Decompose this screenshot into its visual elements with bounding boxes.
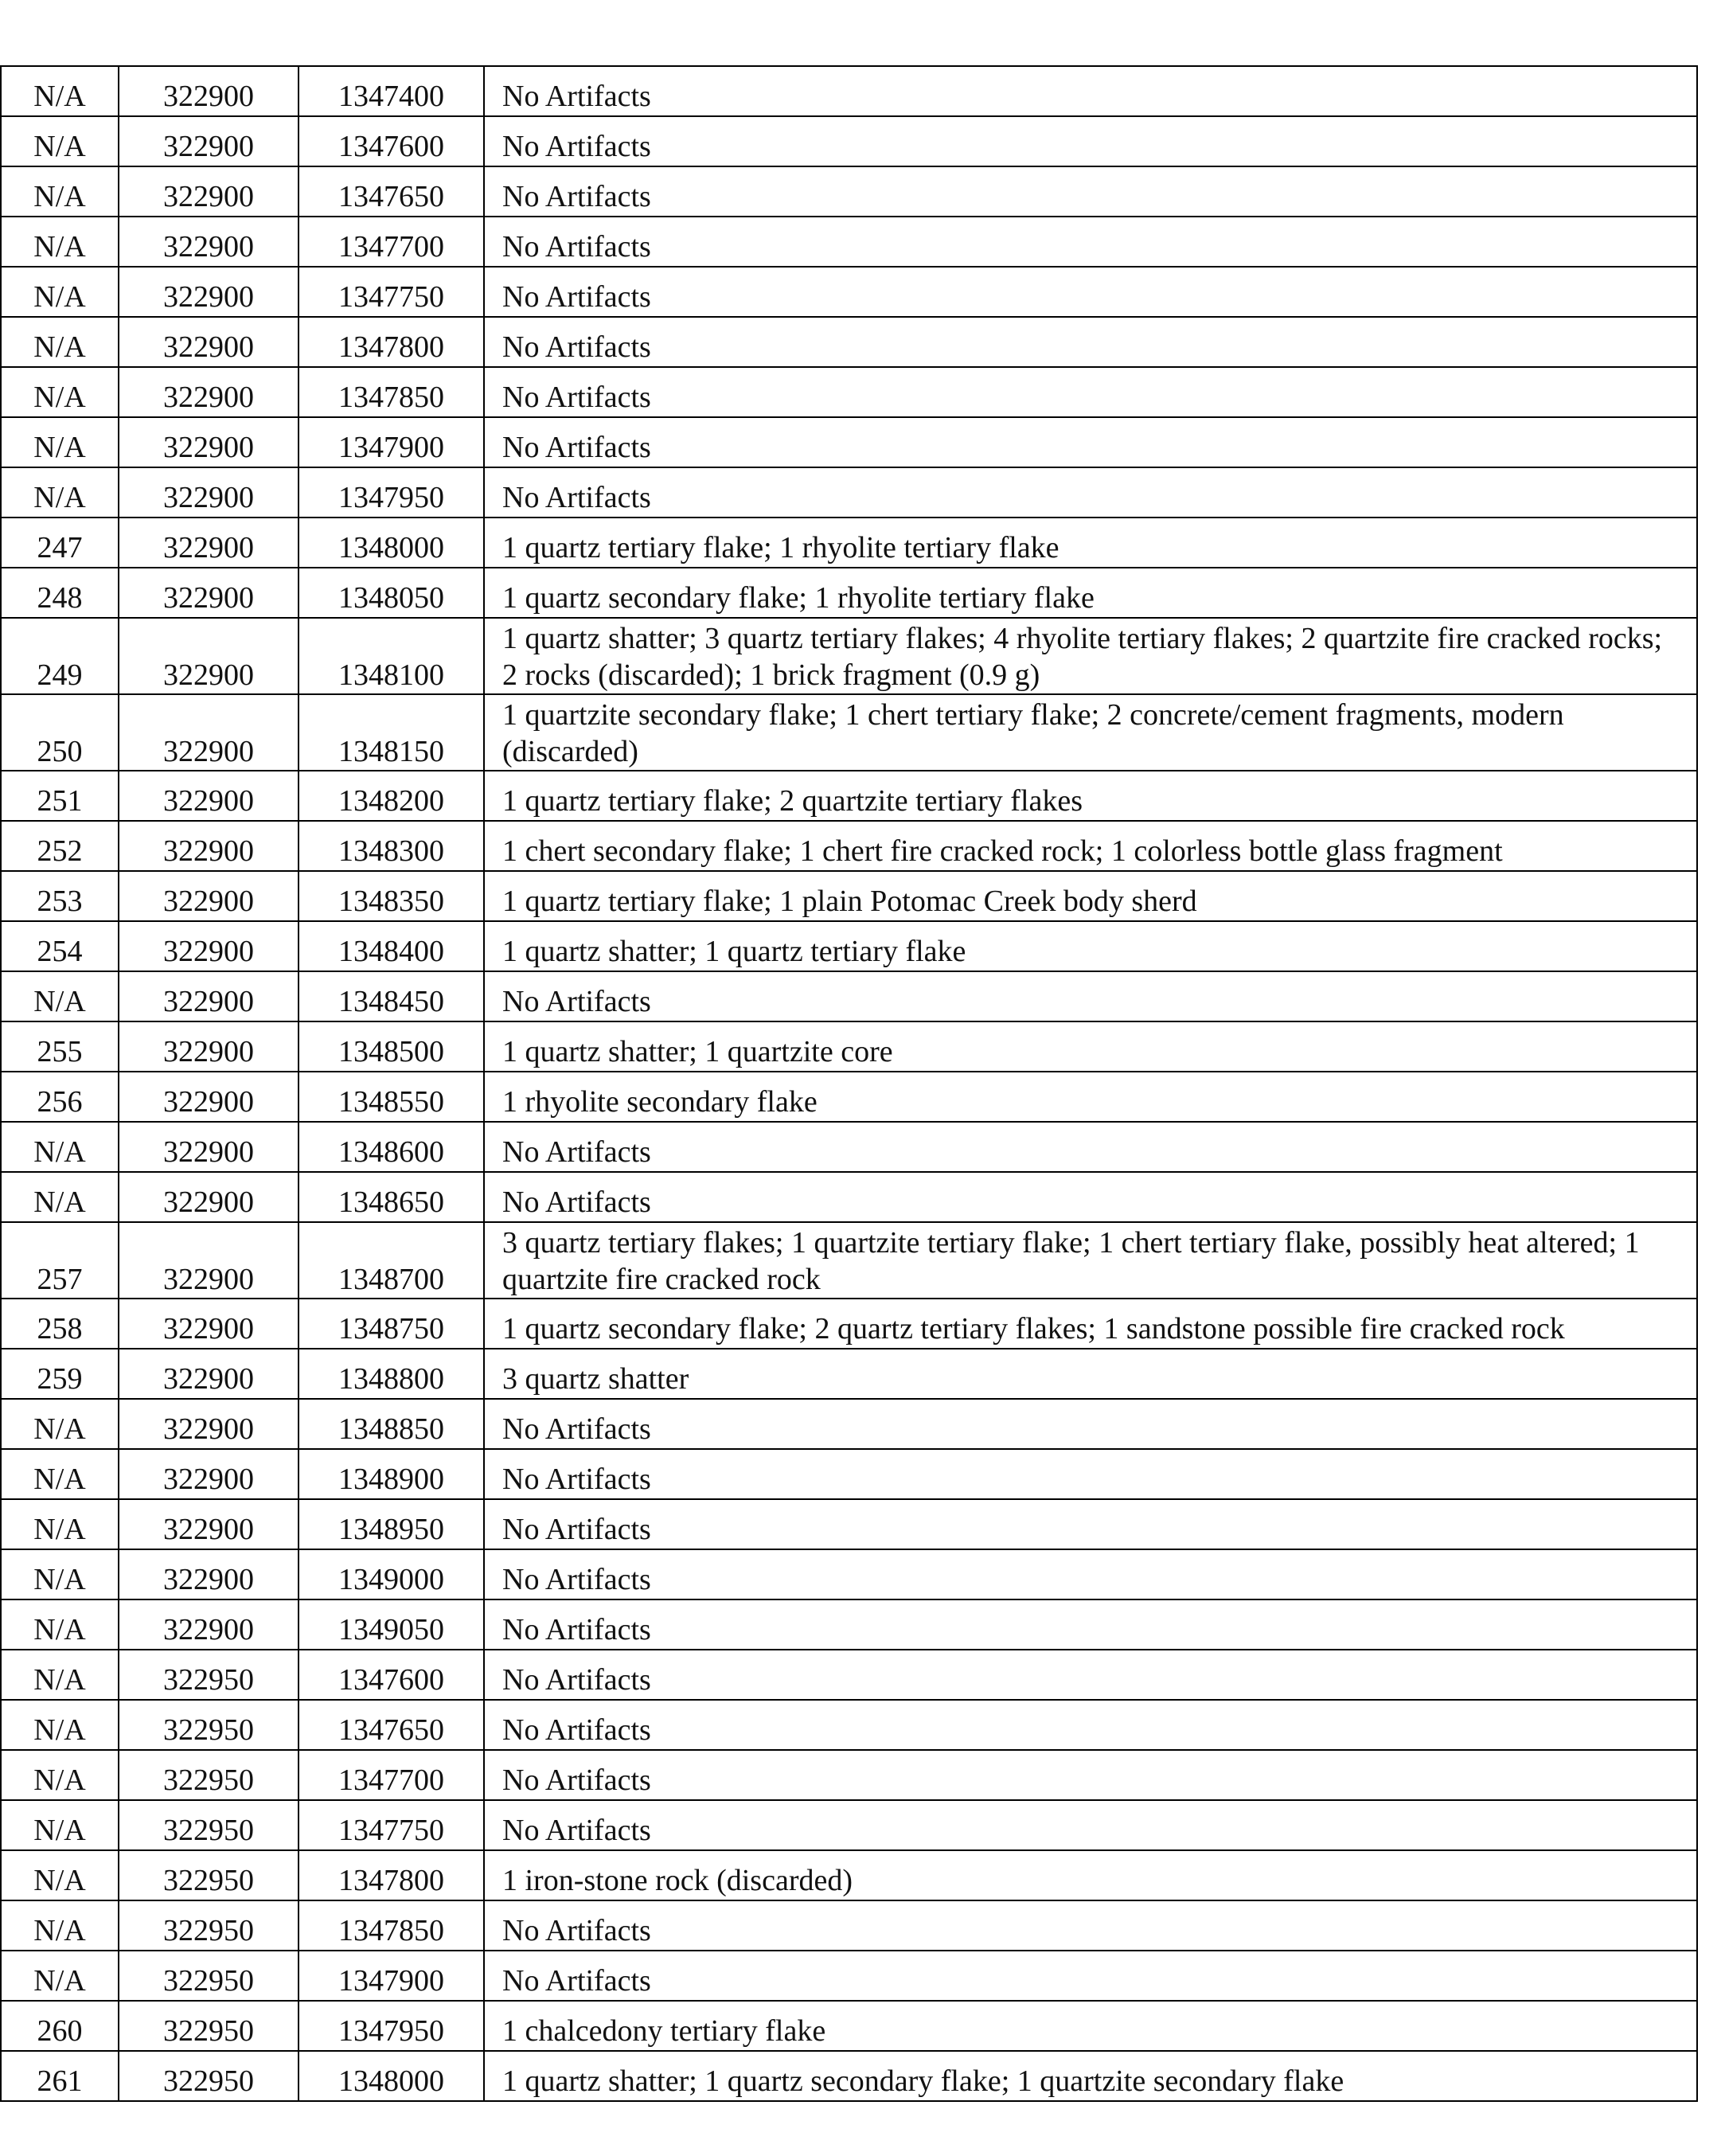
easting-cell: 322900: [119, 694, 299, 771]
easting-cell: 322900: [119, 1021, 299, 1072]
easting-cell: 322900: [119, 217, 299, 267]
artifact-description-cell: 1 quartz tertiary flake; 2 quartzite tertiary flakes: [484, 771, 1697, 821]
northing-cell: 1347600: [299, 1650, 484, 1700]
northing-cell: 1347900: [299, 1951, 484, 2001]
table-row: [1, 821, 1697, 871]
easting-cell: 322950: [119, 1800, 299, 1850]
northing-cell: 1348350: [299, 871, 484, 921]
table-row: [1, 771, 1697, 821]
artifact-catalog-table: [0, 65, 1698, 2102]
artifact-description-cell: No Artifacts: [484, 1122, 1697, 1172]
northing-cell: 1347600: [299, 116, 484, 166]
catalog-number-cell: N/A: [1, 1951, 119, 2001]
easting-cell: 322900: [119, 1299, 299, 1349]
northing-cell: 1347750: [299, 267, 484, 317]
easting-cell: 322900: [119, 317, 299, 367]
catalog-number-cell: N/A: [1, 1900, 119, 1951]
artifact-description-cell: 1 quartz tertiary flake; 1 rhyolite tertiary flake: [484, 518, 1697, 568]
catalog-number-cell: 256: [1, 1072, 119, 1122]
easting-cell: 322900: [119, 568, 299, 618]
catalog-number-cell: N/A: [1, 116, 119, 166]
catalog-number-cell: N/A: [1, 217, 119, 267]
artifact-description-cell: 1 quartz tertiary flake; 1 plain Potomac Creek body sherd: [484, 871, 1697, 921]
artifact-description-cell: No Artifacts: [484, 116, 1697, 166]
northing-cell: 1348200: [299, 771, 484, 821]
table-row: [1, 367, 1697, 417]
table-row: [1, 317, 1697, 367]
artifact-description-cell: 1 quartz secondary flake; 2 quartz tertiary flakes; 1 sandstone possible fire cracked rock: [484, 1299, 1697, 1349]
catalog-number-cell: N/A: [1, 1850, 119, 1900]
table-row: [1, 1951, 1697, 2001]
artifact-description-cell: 1 quartz shatter; 1 quartzite core: [484, 1021, 1697, 1072]
catalog-number-cell: 248: [1, 568, 119, 618]
northing-cell: 1348100: [299, 618, 484, 694]
easting-cell: 322900: [119, 1499, 299, 1549]
easting-cell: 322900: [119, 971, 299, 1021]
artifact-description-cell: 1 quartz shatter; 1 quartz secondary flake; 1 quartzite secondary flake: [484, 2051, 1697, 2101]
northing-cell: 1347800: [299, 317, 484, 367]
catalog-number-cell: N/A: [1, 971, 119, 1021]
artifact-description-cell: No Artifacts: [484, 217, 1697, 267]
artifact-description-cell: No Artifacts: [484, 1399, 1697, 1449]
catalog-number-cell: N/A: [1, 317, 119, 367]
table-row: [1, 467, 1697, 518]
easting-cell: 322900: [119, 518, 299, 568]
easting-cell: 322950: [119, 2051, 299, 2101]
northing-cell: 1348550: [299, 1072, 484, 1122]
catalog-number-cell: 253: [1, 871, 119, 921]
artifact-catalog-body: [1, 66, 1697, 2101]
easting-cell: 322900: [119, 367, 299, 417]
table-row: [1, 1299, 1697, 1349]
artifact-description-cell: No Artifacts: [484, 971, 1697, 1021]
table-row: [1, 166, 1697, 217]
northing-cell: 1347650: [299, 1700, 484, 1750]
table-row: [1, 2001, 1697, 2051]
northing-cell: 1348800: [299, 1349, 484, 1399]
catalog-number-cell: 249: [1, 618, 119, 694]
easting-cell: 322900: [119, 1122, 299, 1172]
catalog-number-cell: N/A: [1, 1399, 119, 1449]
northing-cell: 1347700: [299, 217, 484, 267]
easting-cell: 322900: [119, 618, 299, 694]
catalog-number-cell: N/A: [1, 1650, 119, 1700]
table-row: [1, 417, 1697, 467]
table-row: [1, 1499, 1697, 1549]
table-row: [1, 1850, 1697, 1900]
catalog-number-cell: N/A: [1, 267, 119, 317]
table-row: [1, 1222, 1697, 1299]
easting-cell: 322950: [119, 1650, 299, 1700]
northing-cell: 1347850: [299, 367, 484, 417]
catalog-number-cell: N/A: [1, 166, 119, 217]
table-row: [1, 1122, 1697, 1172]
artifact-description-cell: No Artifacts: [484, 1951, 1697, 2001]
artifact-description-cell: 1 iron-stone rock (discarded): [484, 1850, 1697, 1900]
northing-cell: 1347950: [299, 467, 484, 518]
artifact-description-cell: 1 quartz shatter; 1 quartz tertiary flake: [484, 921, 1697, 971]
easting-cell: 322900: [119, 66, 299, 116]
table-row: [1, 1021, 1697, 1072]
artifact-description-cell: 1 chalcedony tertiary flake: [484, 2001, 1697, 2051]
table-row: [1, 1549, 1697, 1599]
easting-cell: 322950: [119, 1900, 299, 1951]
artifact-description-cell: No Artifacts: [484, 1800, 1697, 1850]
easting-cell: 322900: [119, 1072, 299, 1122]
catalog-number-cell: N/A: [1, 1599, 119, 1650]
easting-cell: 322950: [119, 1850, 299, 1900]
catalog-number-cell: N/A: [1, 1172, 119, 1222]
catalog-number-cell: N/A: [1, 1449, 119, 1499]
easting-cell: 322900: [119, 921, 299, 971]
artifact-description-cell: No Artifacts: [484, 267, 1697, 317]
northing-cell: 1347800: [299, 1850, 484, 1900]
catalog-number-cell: 251: [1, 771, 119, 821]
artifact-description-cell: No Artifacts: [484, 1700, 1697, 1750]
easting-cell: 322900: [119, 871, 299, 921]
catalog-number-cell: N/A: [1, 1499, 119, 1549]
artifact-description-cell: No Artifacts: [484, 1499, 1697, 1549]
northing-cell: 1348050: [299, 568, 484, 618]
catalog-number-cell: N/A: [1, 467, 119, 518]
northing-cell: 1348450: [299, 971, 484, 1021]
easting-cell: 322900: [119, 1549, 299, 1599]
catalog-number-cell: N/A: [1, 1750, 119, 1800]
table-row: [1, 1750, 1697, 1800]
easting-cell: 322900: [119, 267, 299, 317]
easting-cell: 322900: [119, 1599, 299, 1650]
artifact-description-cell: No Artifacts: [484, 367, 1697, 417]
artifact-description-cell: 1 rhyolite secondary flake: [484, 1072, 1697, 1122]
easting-cell: 322950: [119, 1700, 299, 1750]
easting-cell: 322900: [119, 821, 299, 871]
northing-cell: 1349000: [299, 1549, 484, 1599]
artifact-description-cell: No Artifacts: [484, 417, 1697, 467]
catalog-number-cell: N/A: [1, 1549, 119, 1599]
table-row: [1, 116, 1697, 166]
northing-cell: 1348300: [299, 821, 484, 871]
easting-cell: 322900: [119, 166, 299, 217]
artifact-description-cell: No Artifacts: [484, 317, 1697, 367]
northing-cell: 1347650: [299, 166, 484, 217]
easting-cell: 322950: [119, 2001, 299, 2051]
northing-cell: 1347850: [299, 1900, 484, 1951]
artifact-description-cell: No Artifacts: [484, 1750, 1697, 1800]
catalog-number-cell: 247: [1, 518, 119, 568]
catalog-number-cell: N/A: [1, 367, 119, 417]
table-row: [1, 694, 1697, 771]
catalog-number-cell: 258: [1, 1299, 119, 1349]
catalog-number-cell: 260: [1, 2001, 119, 2051]
artifact-description-cell: No Artifacts: [484, 1172, 1697, 1222]
easting-cell: 322900: [119, 467, 299, 518]
artifact-description-cell: No Artifacts: [484, 1599, 1697, 1650]
northing-cell: 1348500: [299, 1021, 484, 1072]
catalog-number-cell: 254: [1, 921, 119, 971]
easting-cell: 322950: [119, 1951, 299, 2001]
artifact-description-cell: No Artifacts: [484, 1900, 1697, 1951]
catalog-number-cell: 252: [1, 821, 119, 871]
artifact-description-cell: No Artifacts: [484, 467, 1697, 518]
northing-cell: 1348950: [299, 1499, 484, 1549]
easting-cell: 322900: [119, 1449, 299, 1499]
table-row: [1, 1900, 1697, 1951]
catalog-number-cell: N/A: [1, 66, 119, 116]
artifact-description-cell: No Artifacts: [484, 166, 1697, 217]
table-row: [1, 1650, 1697, 1700]
artifact-description-cell: 3 quartz tertiary flakes; 1 quartzite tertiary flake; 1 chert tertiary flake, possibly heat altered; 1 quartzite fire cracked rock: [484, 1222, 1697, 1299]
artifact-description-cell: No Artifacts: [484, 66, 1697, 116]
easting-cell: 322900: [119, 1349, 299, 1399]
northing-cell: 1348150: [299, 694, 484, 771]
easting-cell: 322900: [119, 771, 299, 821]
catalog-number-cell: 255: [1, 1021, 119, 1072]
northing-cell: 1348750: [299, 1299, 484, 1349]
artifact-description-cell: No Artifacts: [484, 1650, 1697, 1700]
northing-cell: 1348900: [299, 1449, 484, 1499]
artifact-description-cell: No Artifacts: [484, 1549, 1697, 1599]
northing-cell: 1347750: [299, 1800, 484, 1850]
northing-cell: 1347950: [299, 2001, 484, 2051]
table-row: [1, 1399, 1697, 1449]
table-row: [1, 2051, 1697, 2101]
table-row: [1, 1072, 1697, 1122]
artifact-description-cell: 1 chert secondary flake; 1 chert fire cracked rock; 1 colorless bottle glass fragment: [484, 821, 1697, 871]
northing-cell: 1348650: [299, 1172, 484, 1222]
catalog-number-cell: N/A: [1, 417, 119, 467]
table-row: [1, 1599, 1697, 1650]
easting-cell: 322900: [119, 1172, 299, 1222]
table-row: [1, 568, 1697, 618]
easting-cell: 322900: [119, 1222, 299, 1299]
table-row: [1, 1349, 1697, 1399]
table-row: [1, 971, 1697, 1021]
northing-cell: 1347700: [299, 1750, 484, 1800]
table-row: [1, 1700, 1697, 1750]
easting-cell: 322900: [119, 1399, 299, 1449]
catalog-number-cell: 250: [1, 694, 119, 771]
table-row: [1, 871, 1697, 921]
easting-cell: 322900: [119, 417, 299, 467]
artifact-description-cell: 1 quartzite secondary flake; 1 chert tertiary flake; 2 concrete/cement fragments, modern (discarded): [484, 694, 1697, 771]
table-row: [1, 618, 1697, 694]
catalog-number-cell: N/A: [1, 1700, 119, 1750]
easting-cell: 322950: [119, 1750, 299, 1800]
artifact-description-cell: 1 quartz shatter; 3 quartz tertiary flakes; 4 rhyolite tertiary flakes; 2 quartzite fire cracked rocks; 2 rocks (discarded); 1 brick fragment (0.9 g): [484, 618, 1697, 694]
artifact-description-cell: 1 quartz secondary flake; 1 rhyolite tertiary flake: [484, 568, 1697, 618]
catalog-number-cell: 261: [1, 2051, 119, 2101]
table-row: [1, 217, 1697, 267]
artifact-description-cell: No Artifacts: [484, 1449, 1697, 1499]
table-row: [1, 1172, 1697, 1222]
northing-cell: 1348000: [299, 518, 484, 568]
catalog-number-cell: N/A: [1, 1122, 119, 1172]
table-row: [1, 1449, 1697, 1499]
northing-cell: 1349050: [299, 1599, 484, 1650]
table-row: [1, 1800, 1697, 1850]
table-row: [1, 921, 1697, 971]
table-row: [1, 267, 1697, 317]
table-row: [1, 518, 1697, 568]
northing-cell: 1348000: [299, 2051, 484, 2101]
easting-cell: 322900: [119, 116, 299, 166]
northing-cell: 1347400: [299, 66, 484, 116]
northing-cell: 1348700: [299, 1222, 484, 1299]
northing-cell: 1348850: [299, 1399, 484, 1449]
northing-cell: 1348600: [299, 1122, 484, 1172]
northing-cell: 1347900: [299, 417, 484, 467]
catalog-number-cell: 259: [1, 1349, 119, 1399]
catalog-number-cell: N/A: [1, 1800, 119, 1850]
artifact-description-cell: 3 quartz shatter: [484, 1349, 1697, 1399]
table-row: [1, 66, 1697, 116]
northing-cell: 1348400: [299, 921, 484, 971]
catalog-number-cell: 257: [1, 1222, 119, 1299]
